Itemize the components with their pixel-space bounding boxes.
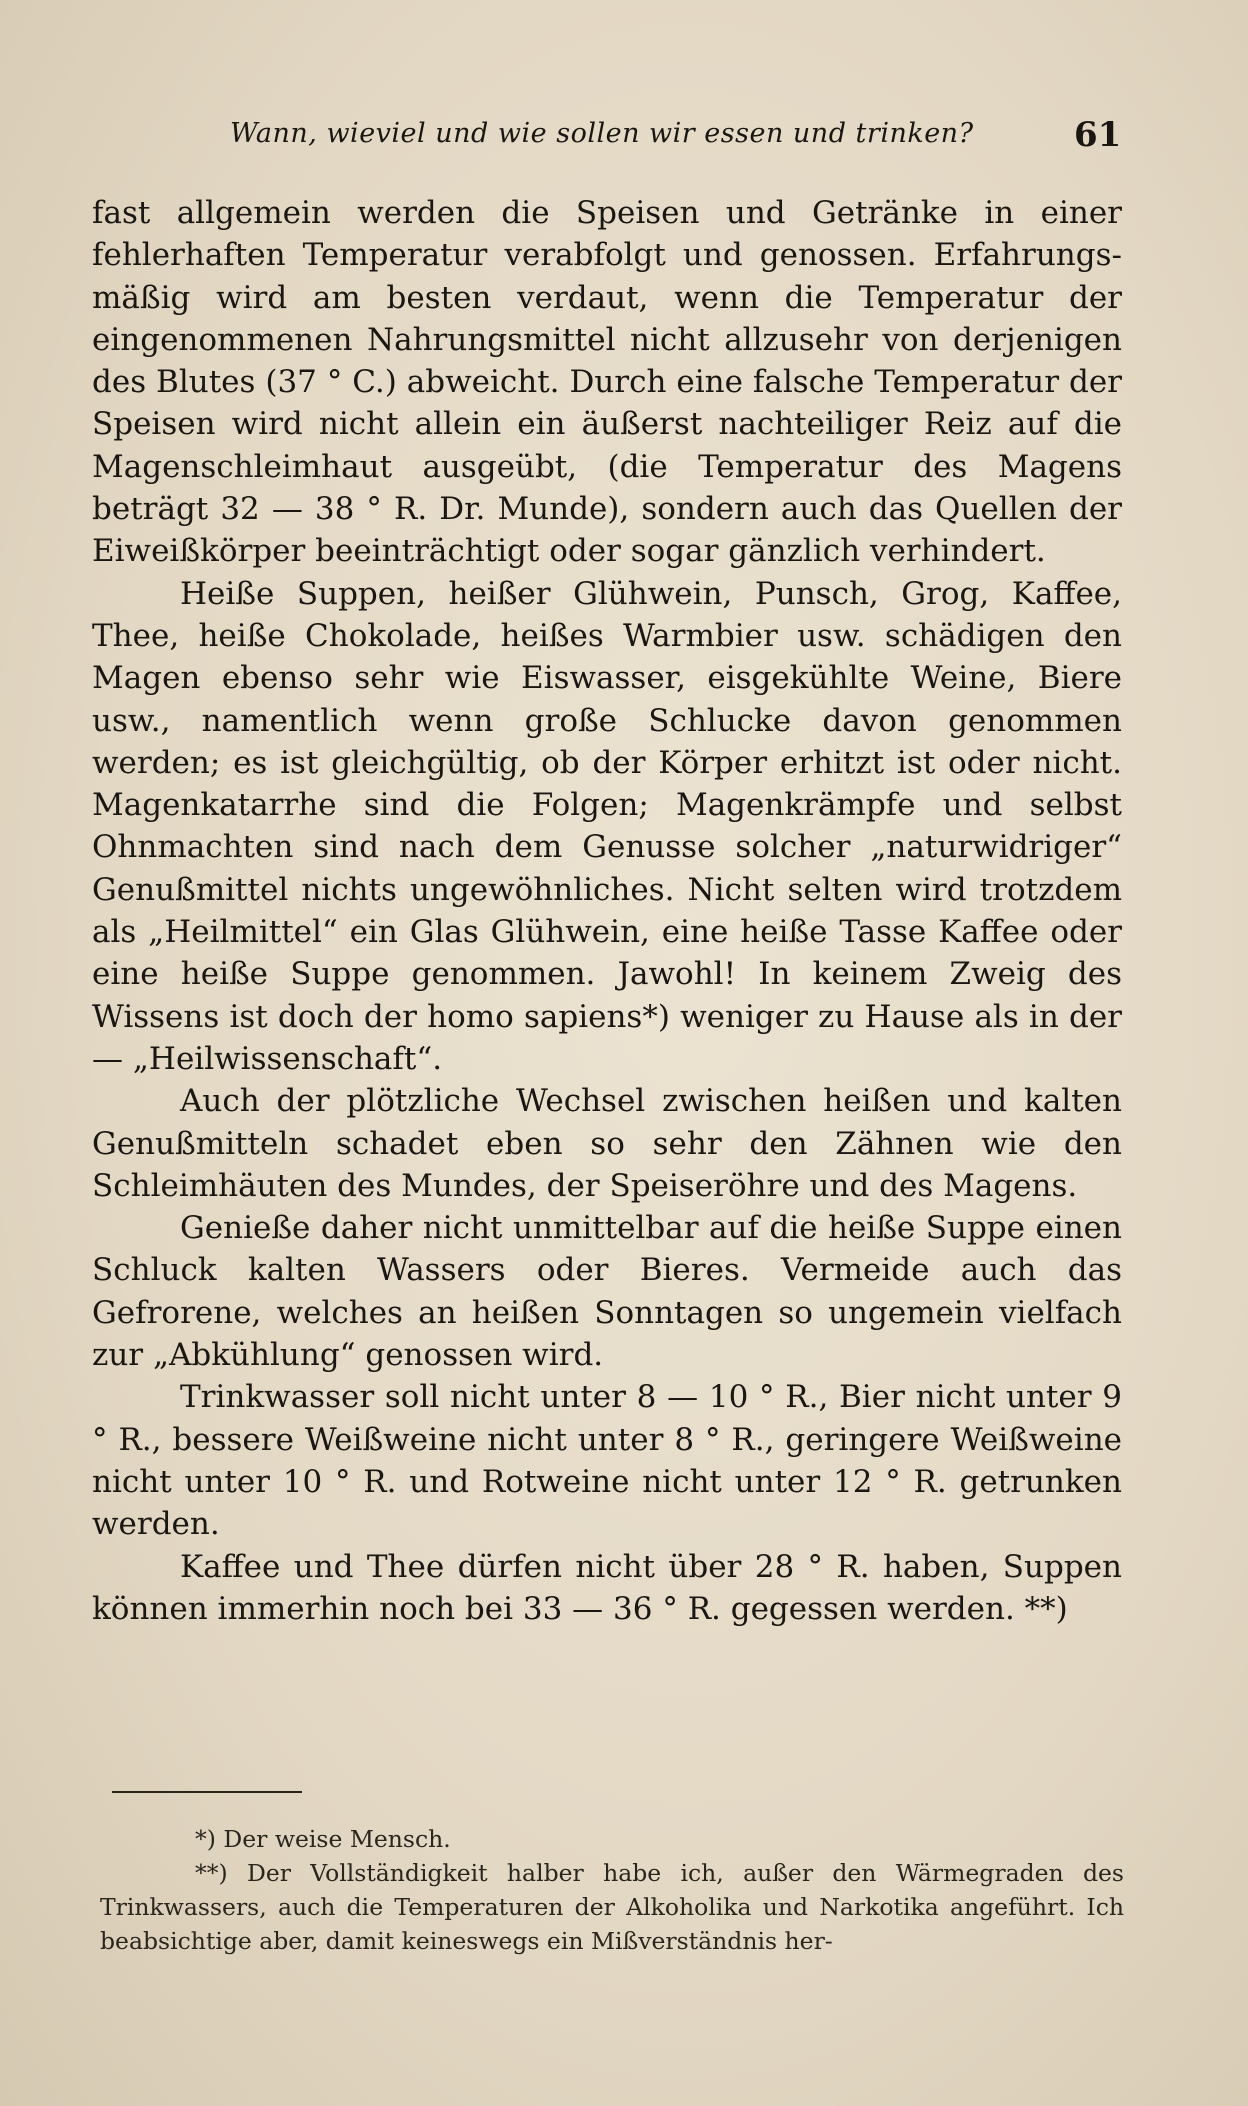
footnote-divider [112,1791,302,1793]
paragraph: Genieße daher nicht unmittelbar auf die heiße Suppe einen Schluck kalten Wassers oder Bieres. Vermeide auch das Gefrorene, welches an heißen Sonntagen so ungemein vielfach zur „Abkühlung“ genossen wird. [92,1210,1122,1374]
paragraph: Auch der plötzliche Wechsel zwischen heißen und kalten Genußmitteln schadet eben so sehr den Zähnen wie den Schleimhäuten des Mundes, der Speiseröhre und des Magens. [92,1083,1122,1204]
page-number: 61 [1074,115,1122,155]
running-title: Wann, wieviel und wie sollen wir essen und trinken? [230,118,974,149]
footnotes [100,1822,1124,1958]
paragraph: fast allgemein werden die Speisen und Getränke in einer fehlerhaften Temperatur verabfolgt und genossen. Erfahrungsmäßig wird am besten verdaut, wenn die Temperatur der eingenommenen Nahrungsmittel nicht allzusehr von derjenigen des Blutes (37 ° C.) abweicht. Durch eine falsche Temperatur der Speisen wird nicht allein ein äußerst nachteiliger Reiz auf die Magenschleimhaut ausgeübt, (die Temperatur des Magens beträgt 32 — 38 ° R. Dr. Munde), sondern auch das Quellen der Eiweißkörper beeinträchtigt oder sogar gänzlich verhindert. [92,195,1122,570]
footnote: **) Der Vollständigkeit halber habe ich, außer den Wärmegraden des Trinkwassers, auch die Temperaturen der Alkoholika und Narkotika angeführt. Ich beabsichtige aber, damit keineswegs ein Mißverständnis her- [100,1859,1124,1955]
body-text [92,192,1122,1630]
paragraph: Trinkwasser soll nicht unter 8 — 10 ° R., Bier nicht unter 9 ° R., bessere Weißweine nicht unter 8 ° R., geringere Weißweine nicht unter 10 ° R. und Rotweine nicht unter 12 ° R. getrunken werden. [92,1379,1122,1543]
paragraph: Heiße Suppen, heißer Glühwein, Punsch, Grog, Kaffee, Thee, heiße Chokolade, heißes Warmbier usw. schädigen den Magen ebenso sehr wie Eiswasser, eisgekühlte Weine, Biere usw., namentlich wenn große Schlucke davon genommen werden; es ist gleichgültig, ob der Körper erhitzt ist oder nicht. Magenkatarrhe sind die Folgen; Magenkrämpfe und selbst Ohnmachten sind nach dem Genusse solcher „naturwidriger“ Genußmittel nichts ungewöhnliches. Nicht selten wird trotzdem als „Heilmittel“ ein Glas Glühwein, eine heiße Tasse Kaffee oder eine heiße Suppe genommen. Jawohl! In keinem Zweig des Wissens ist doch der homo sapiens*) weniger zu Hause als in der — „Heilwissenschaft“. [92,575,1122,1077]
paragraph: Kaffee und Thee dürfen nicht über 28 ° R. haben, Suppen können immerhin noch bei 33 — 36 ° R. gegessen werden. **) [92,1548,1122,1627]
footnote: *) Der weise Mensch. [195,1825,451,1853]
